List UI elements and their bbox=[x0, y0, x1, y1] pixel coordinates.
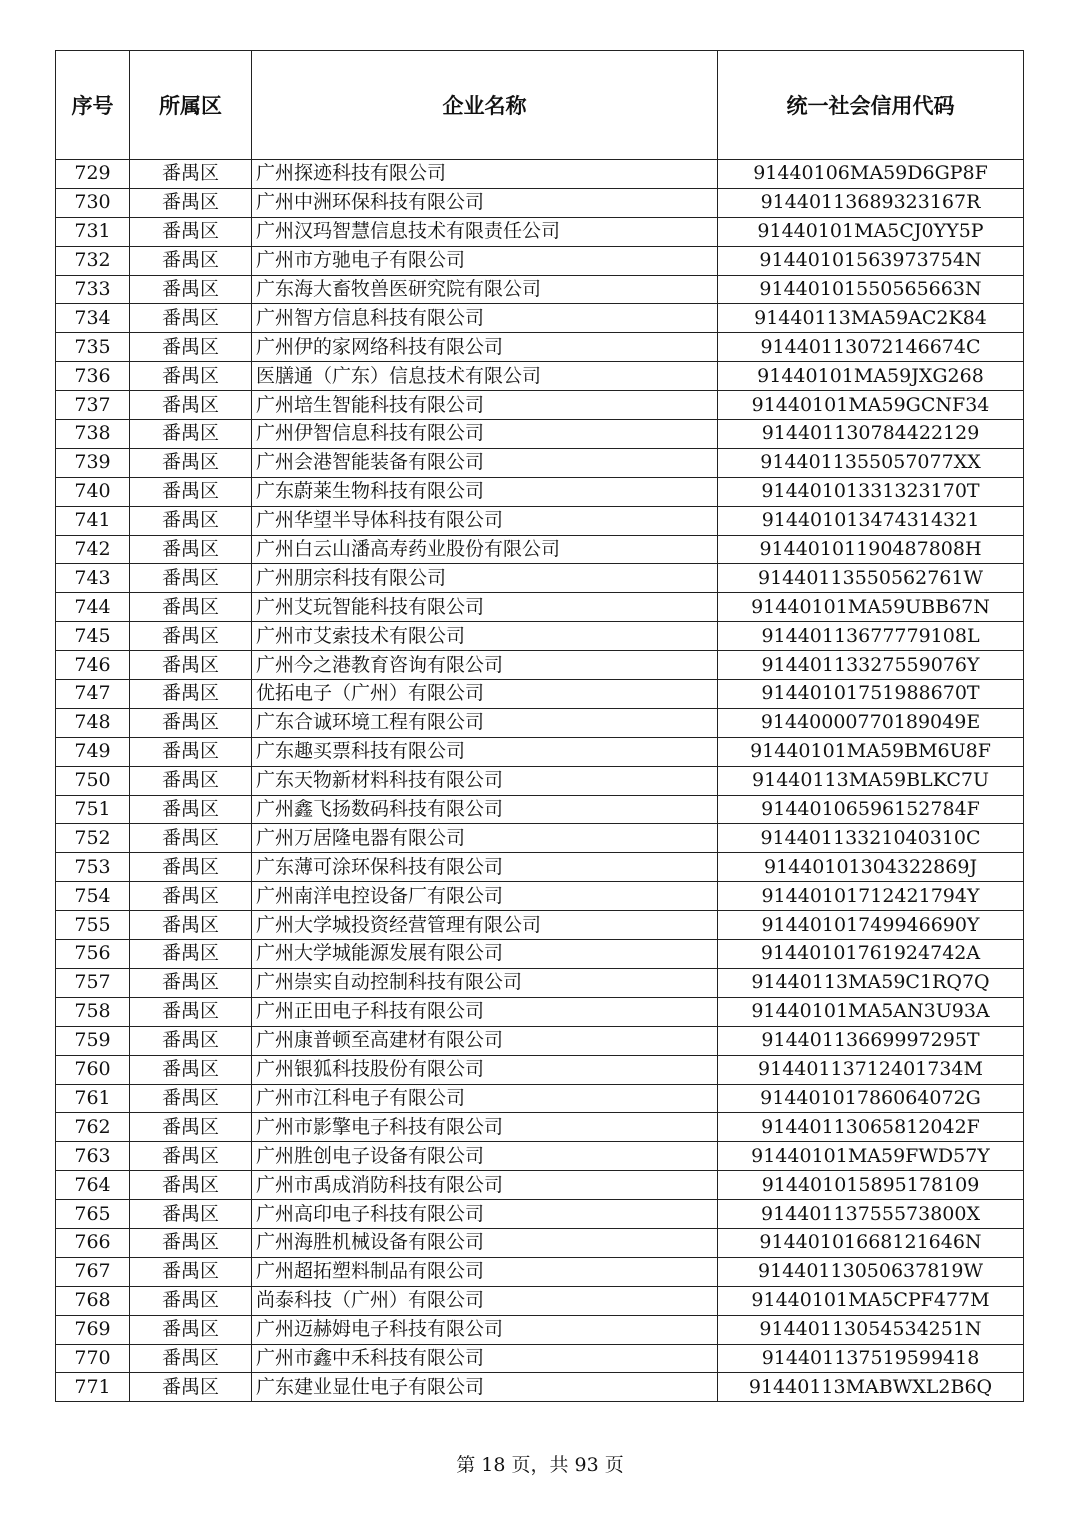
cell-credit-code: 91440101550565663N bbox=[718, 275, 1024, 304]
cell-company-name: 广州超拓塑料制品有限公司 bbox=[252, 1257, 718, 1286]
table-row bbox=[56, 882, 1024, 911]
cell-credit-code: 91440101331323170T bbox=[718, 477, 1024, 506]
cell-seq: 735 bbox=[56, 333, 130, 362]
cell-district: 番禺区 bbox=[130, 333, 252, 362]
table-row bbox=[56, 1315, 1024, 1344]
cell-district: 番禺区 bbox=[130, 246, 252, 275]
cell-seq: 760 bbox=[56, 1055, 130, 1084]
table-row bbox=[56, 535, 1024, 564]
cell-credit-code: 91440101MA59UBB67N bbox=[718, 593, 1024, 622]
cell-district: 番禺区 bbox=[130, 477, 252, 506]
cell-company-name: 广州中洲环保科技有限公司 bbox=[252, 188, 718, 217]
table-row bbox=[56, 997, 1024, 1026]
cell-seq: 763 bbox=[56, 1142, 130, 1171]
table-row bbox=[56, 1171, 1024, 1200]
cell-credit-code: 914401015895178109 bbox=[718, 1171, 1024, 1200]
cell-company-name: 广州华望半导体科技有限公司 bbox=[252, 506, 718, 535]
cell-district: 番禺区 bbox=[130, 1344, 252, 1373]
cell-district: 番禺区 bbox=[130, 708, 252, 737]
cell-district: 番禺区 bbox=[130, 1257, 252, 1286]
cell-company-name: 广州今之港教育咨询有限公司 bbox=[252, 651, 718, 680]
cell-seq: 758 bbox=[56, 997, 130, 1026]
cell-company-name: 广州汉玛智慧信息技术有限责任公司 bbox=[252, 217, 718, 246]
cell-credit-code: 91440101MA5CPF477M bbox=[718, 1286, 1024, 1315]
cell-company-name: 广州鑫飞扬数码科技有限公司 bbox=[252, 795, 718, 824]
cell-district: 番禺区 bbox=[130, 622, 252, 651]
cell-district: 番禺区 bbox=[130, 275, 252, 304]
cell-credit-code: 91440101749946690Y bbox=[718, 911, 1024, 940]
table-row bbox=[56, 853, 1024, 882]
cell-district: 番禺区 bbox=[130, 1228, 252, 1257]
cell-district: 番禺区 bbox=[130, 911, 252, 940]
header-company-name: 企业名称 bbox=[252, 51, 718, 160]
cell-company-name: 广州白云山潘高寿药业股份有限公司 bbox=[252, 535, 718, 564]
cell-seq: 757 bbox=[56, 968, 130, 997]
table-row bbox=[56, 795, 1024, 824]
company-table-container bbox=[55, 50, 1023, 1402]
table-row bbox=[56, 737, 1024, 766]
cell-credit-code: 91440113712401734M bbox=[718, 1055, 1024, 1084]
cell-company-name: 广州银狐科技股份有限公司 bbox=[252, 1055, 718, 1084]
cell-credit-code: 914401013474314321 bbox=[718, 506, 1024, 535]
cell-company-name: 广东天物新材料科技有限公司 bbox=[252, 766, 718, 795]
cell-district: 番禺区 bbox=[130, 1315, 252, 1344]
table-row bbox=[56, 506, 1024, 535]
cell-company-name: 广东合诚环境工程有限公司 bbox=[252, 708, 718, 737]
cell-district: 番禺区 bbox=[130, 795, 252, 824]
page-footer: 第 18 页，共 93 页 bbox=[456, 1454, 624, 1476]
header-seq: 序号 bbox=[56, 51, 130, 160]
cell-credit-code: 91440113669997295T bbox=[718, 1026, 1024, 1055]
table-row bbox=[56, 217, 1024, 246]
cell-seq: 749 bbox=[56, 737, 130, 766]
cell-seq: 765 bbox=[56, 1200, 130, 1229]
cell-credit-code: 91440101668121646N bbox=[718, 1228, 1024, 1257]
cell-credit-code: 91440101786064072G bbox=[718, 1084, 1024, 1113]
cell-district: 番禺区 bbox=[130, 1200, 252, 1229]
table-row bbox=[56, 564, 1024, 593]
cell-credit-code: 91440101304322869J bbox=[718, 853, 1024, 882]
cell-company-name: 广州大学城能源发展有限公司 bbox=[252, 940, 718, 969]
table-row bbox=[56, 680, 1024, 709]
table-row bbox=[56, 940, 1024, 969]
cell-seq: 732 bbox=[56, 246, 130, 275]
cell-credit-code: 91440113050637819W bbox=[718, 1257, 1024, 1286]
cell-credit-code: 91440101190487808H bbox=[718, 535, 1024, 564]
cell-seq: 753 bbox=[56, 853, 130, 882]
cell-credit-code: 91440113065812042F bbox=[718, 1113, 1024, 1142]
cell-seq: 748 bbox=[56, 708, 130, 737]
cell-credit-code: 914401130784422129 bbox=[718, 420, 1024, 449]
cell-company-name: 广州智方信息科技有限公司 bbox=[252, 304, 718, 333]
cell-seq: 752 bbox=[56, 824, 130, 853]
cell-company-name: 广州南洋电控设备厂有限公司 bbox=[252, 882, 718, 911]
cell-district: 番禺区 bbox=[130, 737, 252, 766]
cell-district: 番禺区 bbox=[130, 188, 252, 217]
cell-seq: 743 bbox=[56, 564, 130, 593]
cell-company-name: 广东趣买票科技有限公司 bbox=[252, 737, 718, 766]
cell-seq: 751 bbox=[56, 795, 130, 824]
cell-seq: 729 bbox=[56, 160, 130, 189]
cell-credit-code: 91440101MA59FWD57Y bbox=[718, 1142, 1024, 1171]
cell-seq: 769 bbox=[56, 1315, 130, 1344]
cell-seq: 768 bbox=[56, 1286, 130, 1315]
cell-seq: 739 bbox=[56, 448, 130, 477]
cell-company-name: 广州市艾索技术有限公司 bbox=[252, 622, 718, 651]
cell-district: 番禺区 bbox=[130, 1113, 252, 1142]
cell-company-name: 广州正田电子科技有限公司 bbox=[252, 997, 718, 1026]
cell-company-name: 广东建业显仕电子有限公司 bbox=[252, 1373, 718, 1402]
cell-credit-code: 91440000770189049E bbox=[718, 708, 1024, 737]
table-row bbox=[56, 651, 1024, 680]
cell-credit-code: 91440101MA59BM6U8F bbox=[718, 737, 1024, 766]
cell-district: 番禺区 bbox=[130, 304, 252, 333]
table-row bbox=[56, 477, 1024, 506]
cell-credit-code: 91440101MA59JXG268 bbox=[718, 362, 1024, 391]
cell-company-name: 广州胜创电子设备有限公司 bbox=[252, 1142, 718, 1171]
table-row bbox=[56, 593, 1024, 622]
table-row bbox=[56, 1257, 1024, 1286]
cell-seq: 747 bbox=[56, 680, 130, 709]
cell-credit-code: 91440101MA5AN3U93A bbox=[718, 997, 1024, 1026]
cell-seq: 746 bbox=[56, 651, 130, 680]
cell-company-name: 广州海胜机械设备有限公司 bbox=[252, 1228, 718, 1257]
table-row bbox=[56, 1200, 1024, 1229]
cell-seq: 762 bbox=[56, 1113, 130, 1142]
cell-seq: 740 bbox=[56, 477, 130, 506]
cell-seq: 741 bbox=[56, 506, 130, 535]
header-district: 所属区 bbox=[130, 51, 252, 160]
table-row bbox=[56, 824, 1024, 853]
cell-company-name: 广东薄可涂环保科技有限公司 bbox=[252, 853, 718, 882]
table-row bbox=[56, 1026, 1024, 1055]
cell-seq: 736 bbox=[56, 362, 130, 391]
cell-credit-code: 91440113327559076Y bbox=[718, 651, 1024, 680]
cell-seq: 756 bbox=[56, 940, 130, 969]
cell-seq: 738 bbox=[56, 420, 130, 449]
cell-company-name: 广州市禹成消防科技有限公司 bbox=[252, 1171, 718, 1200]
cell-district: 番禺区 bbox=[130, 1026, 252, 1055]
cell-credit-code: 9144011355057077XX bbox=[718, 448, 1024, 477]
cell-district: 番禺区 bbox=[130, 1084, 252, 1113]
table-row bbox=[56, 304, 1024, 333]
cell-company-name: 优拓电子（广州）有限公司 bbox=[252, 680, 718, 709]
table-row bbox=[56, 275, 1024, 304]
table-row bbox=[56, 391, 1024, 420]
cell-company-name: 广州高印电子科技有限公司 bbox=[252, 1200, 718, 1229]
cell-seq: 754 bbox=[56, 882, 130, 911]
cell-district: 番禺区 bbox=[130, 824, 252, 853]
cell-company-name: 广州培生智能科技有限公司 bbox=[252, 391, 718, 420]
cell-district: 番禺区 bbox=[130, 1373, 252, 1402]
table-row bbox=[56, 1113, 1024, 1142]
cell-district: 番禺区 bbox=[130, 1055, 252, 1084]
cell-company-name: 广州伊智信息科技有限公司 bbox=[252, 420, 718, 449]
cell-seq: 755 bbox=[56, 911, 130, 940]
cell-company-name: 广州市江科电子有限公司 bbox=[252, 1084, 718, 1113]
cell-district: 番禺区 bbox=[130, 1286, 252, 1315]
table-row bbox=[56, 362, 1024, 391]
cell-district: 番禺区 bbox=[130, 160, 252, 189]
cell-district: 番禺区 bbox=[130, 391, 252, 420]
cell-credit-code: 91440113550562761W bbox=[718, 564, 1024, 593]
cell-district: 番禺区 bbox=[130, 680, 252, 709]
cell-seq: 737 bbox=[56, 391, 130, 420]
cell-credit-code: 91440101712421794Y bbox=[718, 882, 1024, 911]
cell-district: 番禺区 bbox=[130, 997, 252, 1026]
cell-company-name: 广州艾玩智能科技有限公司 bbox=[252, 593, 718, 622]
cell-district: 番禺区 bbox=[130, 506, 252, 535]
table-row bbox=[56, 1084, 1024, 1113]
cell-company-name: 广州市鑫中禾科技有限公司 bbox=[252, 1344, 718, 1373]
table-row bbox=[56, 1344, 1024, 1373]
table-row bbox=[56, 333, 1024, 362]
cell-district: 番禺区 bbox=[130, 217, 252, 246]
cell-company-name: 广东蔚莱生物科技有限公司 bbox=[252, 477, 718, 506]
cell-credit-code: 91440113MA59BLKC7U bbox=[718, 766, 1024, 795]
cell-credit-code: 91440101MA59GCNF34 bbox=[718, 391, 1024, 420]
cell-district: 番禺区 bbox=[130, 593, 252, 622]
cell-district: 番禺区 bbox=[130, 564, 252, 593]
cell-district: 番禺区 bbox=[130, 1171, 252, 1200]
cell-credit-code: 91440113054534251N bbox=[718, 1315, 1024, 1344]
table-row bbox=[56, 246, 1024, 275]
cell-district: 番禺区 bbox=[130, 448, 252, 477]
cell-district: 番禺区 bbox=[130, 420, 252, 449]
cell-credit-code: 91440113072146674C bbox=[718, 333, 1024, 362]
table-row bbox=[56, 1373, 1024, 1402]
cell-seq: 750 bbox=[56, 766, 130, 795]
cell-district: 番禺区 bbox=[130, 882, 252, 911]
cell-seq: 766 bbox=[56, 1228, 130, 1257]
table-row bbox=[56, 911, 1024, 940]
cell-district: 番禺区 bbox=[130, 940, 252, 969]
table-row bbox=[56, 1055, 1024, 1084]
table-body bbox=[56, 160, 1024, 1402]
table-header-row bbox=[56, 51, 1024, 160]
cell-credit-code: 91440101563973754N bbox=[718, 246, 1024, 275]
cell-company-name: 广州万居隆电器有限公司 bbox=[252, 824, 718, 853]
table-row bbox=[56, 1228, 1024, 1257]
cell-credit-code: 91440101MA5CJ0YY5P bbox=[718, 217, 1024, 246]
cell-company-name: 广州康普顿至高建材有限公司 bbox=[252, 1026, 718, 1055]
table-row bbox=[56, 1142, 1024, 1171]
cell-seq: 771 bbox=[56, 1373, 130, 1402]
cell-credit-code: 91440113MABWXL2B6Q bbox=[718, 1373, 1024, 1402]
cell-company-name: 广州朋宗科技有限公司 bbox=[252, 564, 718, 593]
header-credit-code: 统一社会信用代码 bbox=[718, 51, 1024, 160]
cell-credit-code: 91440101761924742A bbox=[718, 940, 1024, 969]
cell-seq: 745 bbox=[56, 622, 130, 651]
cell-seq: 744 bbox=[56, 593, 130, 622]
cell-credit-code: 91440101751988670T bbox=[718, 680, 1024, 709]
cell-district: 番禺区 bbox=[130, 853, 252, 882]
cell-seq: 742 bbox=[56, 535, 130, 564]
cell-district: 番禺区 bbox=[130, 1142, 252, 1171]
cell-company-name: 广东海大畜牧兽医研究院有限公司 bbox=[252, 275, 718, 304]
cell-district: 番禺区 bbox=[130, 535, 252, 564]
table-row bbox=[56, 188, 1024, 217]
cell-district: 番禺区 bbox=[130, 651, 252, 680]
cell-seq: 730 bbox=[56, 188, 130, 217]
cell-company-name: 广州会港智能装备有限公司 bbox=[252, 448, 718, 477]
cell-company-name: 尚泰科技（广州）有限公司 bbox=[252, 1286, 718, 1315]
cell-credit-code: 91440113321040310C bbox=[718, 824, 1024, 853]
cell-credit-code: 914401137519599418 bbox=[718, 1344, 1024, 1373]
cell-company-name: 广州探迹科技有限公司 bbox=[252, 160, 718, 189]
cell-company-name: 广州市影擎电子科技有限公司 bbox=[252, 1113, 718, 1142]
cell-company-name: 医膳通（广东）信息技术有限公司 bbox=[252, 362, 718, 391]
cell-company-name: 广州大学城投资经营管理有限公司 bbox=[252, 911, 718, 940]
table-row bbox=[56, 1286, 1024, 1315]
cell-district: 番禺区 bbox=[130, 968, 252, 997]
company-table bbox=[55, 50, 1024, 1402]
table-row bbox=[56, 766, 1024, 795]
table-row bbox=[56, 622, 1024, 651]
cell-seq: 770 bbox=[56, 1344, 130, 1373]
cell-seq: 767 bbox=[56, 1257, 130, 1286]
cell-seq: 734 bbox=[56, 304, 130, 333]
cell-credit-code: 91440113755573800X bbox=[718, 1200, 1024, 1229]
table-row bbox=[56, 708, 1024, 737]
table-row bbox=[56, 160, 1024, 189]
cell-district: 番禺区 bbox=[130, 362, 252, 391]
table-row bbox=[56, 448, 1024, 477]
cell-seq: 759 bbox=[56, 1026, 130, 1055]
cell-company-name: 广州崇实自动控制科技有限公司 bbox=[252, 968, 718, 997]
cell-company-name: 广州伊的家网络科技有限公司 bbox=[252, 333, 718, 362]
cell-district: 番禺区 bbox=[130, 766, 252, 795]
cell-credit-code: 91440113677779108L bbox=[718, 622, 1024, 651]
cell-seq: 764 bbox=[56, 1171, 130, 1200]
table-row bbox=[56, 420, 1024, 449]
cell-credit-code: 91440113MA59C1RQ7Q bbox=[718, 968, 1024, 997]
cell-company-name: 广州市方驰电子有限公司 bbox=[252, 246, 718, 275]
cell-credit-code: 91440113MA59AC2K84 bbox=[718, 304, 1024, 333]
cell-credit-code: 91440106MA59D6GP8F bbox=[718, 160, 1024, 189]
cell-company-name: 广州迈赫姆电子科技有限公司 bbox=[252, 1315, 718, 1344]
cell-credit-code: 91440113689323167R bbox=[718, 188, 1024, 217]
cell-seq: 761 bbox=[56, 1084, 130, 1113]
cell-seq: 731 bbox=[56, 217, 130, 246]
cell-credit-code: 91440106596152784F bbox=[718, 795, 1024, 824]
cell-seq: 733 bbox=[56, 275, 130, 304]
table-row bbox=[56, 968, 1024, 997]
